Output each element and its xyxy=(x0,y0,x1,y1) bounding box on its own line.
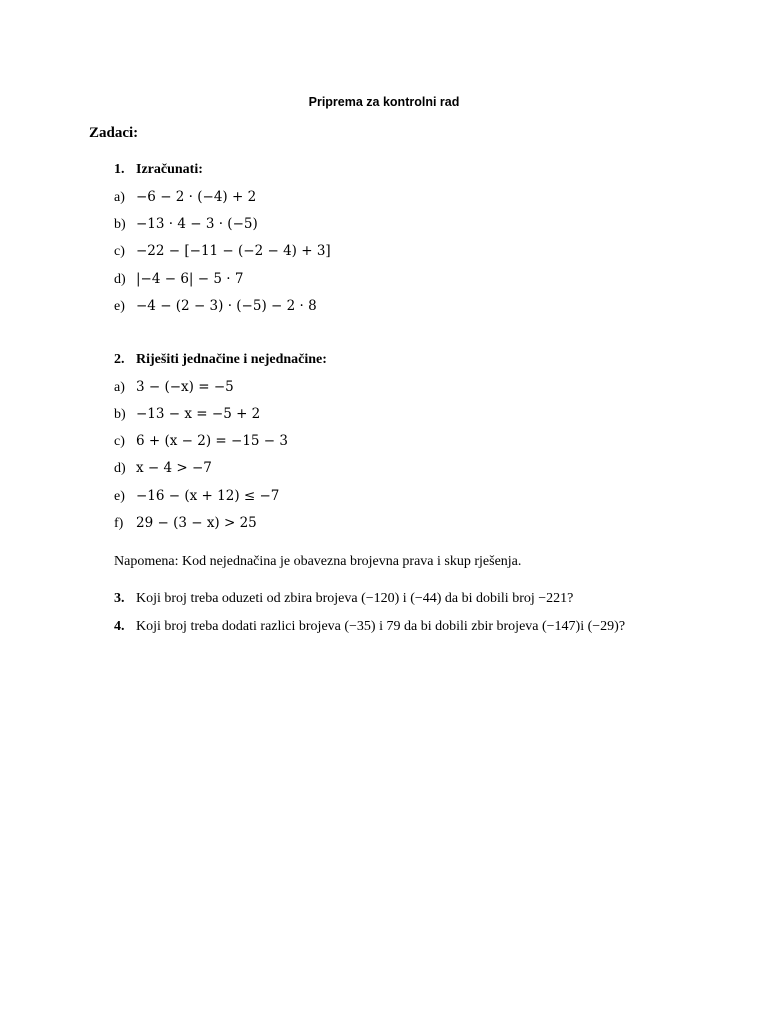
question-3 xyxy=(114,591,573,607)
question-text: Koji broj treba dodati razlici brojeva (−35) i 79 da bi dobili zbir brojeva (−147)i (−29)? xyxy=(136,619,626,634)
task-expression: −13 − x = −5 + 2 xyxy=(136,406,261,422)
document-title: Priprema za kontrolni rad xyxy=(308,95,460,109)
task-expression: |−4 − 6| − 5 · 7 xyxy=(136,271,244,287)
task-2d xyxy=(114,460,212,477)
task-expression: −16 − (x + 12) ≤ −7 xyxy=(136,488,280,504)
question-number: 4. xyxy=(114,619,125,634)
question-number: 3. xyxy=(114,591,125,606)
task-label: f) xyxy=(114,516,124,531)
task-label: c) xyxy=(114,244,125,259)
task-2e xyxy=(114,488,279,505)
task-1a xyxy=(114,189,256,206)
task-expression: −22 − [−11 − (−2 − 4) + 3] xyxy=(136,243,331,259)
task-label: c) xyxy=(114,434,125,449)
task-label: a) xyxy=(114,190,125,205)
task-1d xyxy=(114,271,243,288)
tasks-heading: Zadaci: xyxy=(89,125,139,141)
task-2a xyxy=(114,379,234,396)
section-2-heading: Riješiti jednačine i nejednačine: xyxy=(136,352,327,367)
task-2c xyxy=(114,433,288,450)
section-2-title xyxy=(114,352,327,368)
task-2f xyxy=(114,515,257,532)
task-expression: −6 − 2 · (−4) + 2 xyxy=(136,189,257,205)
task-2b xyxy=(114,406,260,423)
section-1-title xyxy=(114,162,203,178)
task-label: d) xyxy=(114,272,126,287)
task-label: e) xyxy=(114,489,125,504)
task-expression: 6 + (x − 2) = −15 − 3 xyxy=(136,433,288,449)
section-1-number: 1. xyxy=(114,162,125,177)
task-1b xyxy=(114,216,258,233)
task-expression: 3 − (−x) = −5 xyxy=(136,379,234,395)
task-expression: −4 − (2 − 3) · (−5) − 2 · 8 xyxy=(136,298,317,314)
task-label: d) xyxy=(114,461,126,476)
inequality-note: Napomena: Kod nejednačina je obavezna brojevna prava i skup rješenja. xyxy=(114,554,522,569)
section-2-number: 2. xyxy=(114,352,125,367)
question-text: Koji broj treba oduzeti od zbira brojeva (−120) i (−44) da bi dobili broj −221? xyxy=(136,591,574,606)
task-expression: 29 − (3 − x) > 25 xyxy=(136,515,257,531)
task-label: a) xyxy=(114,380,125,395)
task-expression: x − 4 > −7 xyxy=(136,460,212,476)
task-expression: −13 · 4 − 3 · (−5) xyxy=(136,216,258,232)
task-label: b) xyxy=(114,217,126,232)
task-label: e) xyxy=(114,299,125,314)
task-1c xyxy=(114,243,331,260)
task-label: b) xyxy=(114,407,126,422)
section-1-heading: Izračunati: xyxy=(136,162,203,177)
task-1e xyxy=(114,298,317,315)
question-4 xyxy=(114,619,625,635)
